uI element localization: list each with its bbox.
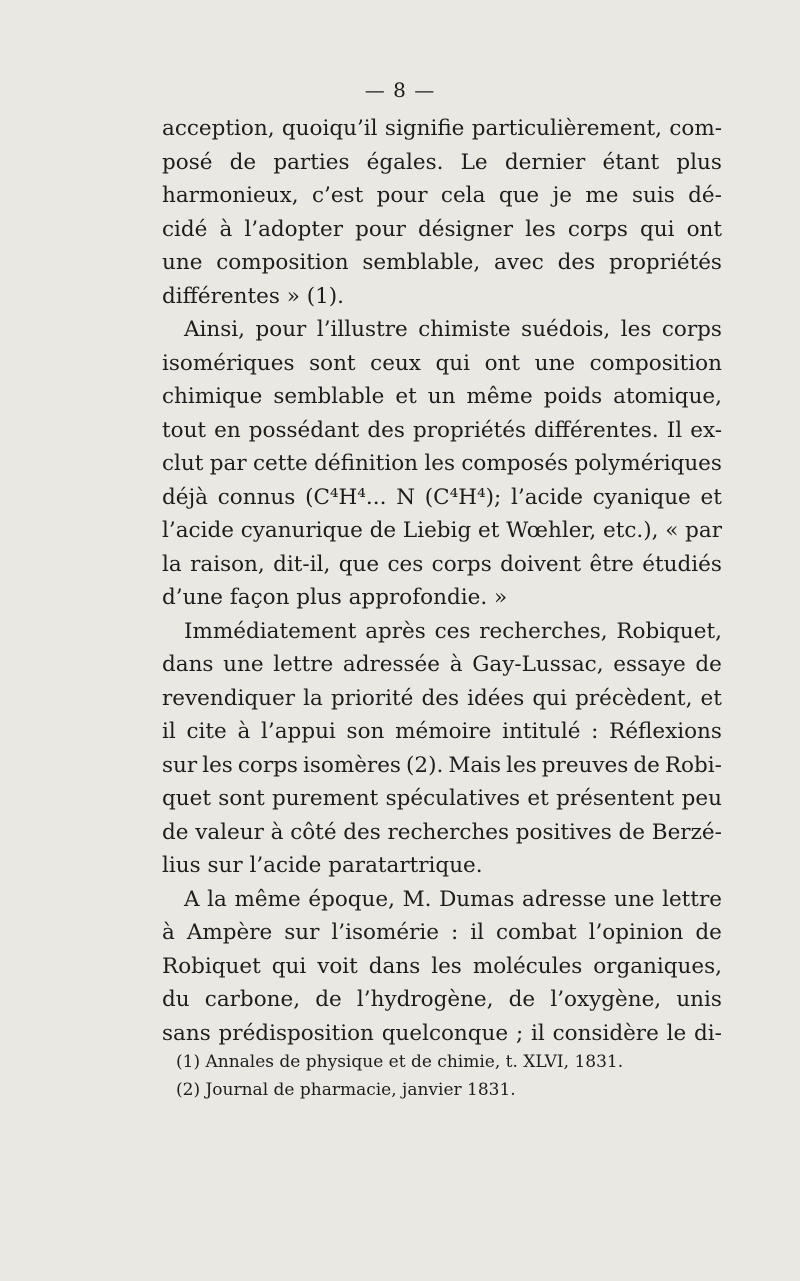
- word: une: [162, 250, 203, 275]
- word: de: [633, 752, 660, 778]
- word: corps: [661, 317, 722, 342]
- word: et: [527, 786, 549, 811]
- word: de: [618, 819, 646, 845]
- word: «: [665, 518, 679, 543]
- word: combat: [495, 920, 577, 945]
- word: :: [450, 920, 459, 945]
- word: ces: [434, 618, 471, 644]
- word: et: [700, 685, 722, 711]
- word: du: [162, 987, 190, 1012]
- word: di-: [694, 1020, 722, 1046]
- word: dernier: [504, 149, 586, 175]
- word: en: [214, 417, 241, 443]
- word: étudiés: [642, 551, 722, 577]
- word: harmonieux,: [162, 183, 299, 208]
- word: parties: [273, 149, 350, 175]
- word: cela: [440, 183, 486, 208]
- word: carbone,: [204, 987, 301, 1012]
- word: l’hydrogène,: [356, 987, 494, 1012]
- word: égales.: [366, 149, 444, 175]
- text-line: [162, 179, 722, 213]
- word: de: [229, 149, 257, 175]
- text-line: [162, 782, 722, 816]
- word: chimiste: [418, 317, 511, 342]
- word: de: [695, 652, 722, 677]
- word: (2).: [406, 752, 444, 778]
- word: cite: [186, 719, 227, 744]
- word: que: [498, 183, 540, 208]
- word: à: [219, 216, 233, 242]
- word: désigner: [418, 216, 514, 242]
- text-line: [162, 1017, 722, 1051]
- word: propriétés: [412, 417, 526, 443]
- word: etc.),: [602, 518, 659, 543]
- word: pour: [355, 216, 406, 242]
- word: de: [695, 920, 722, 945]
- word: sans: [162, 1020, 211, 1046]
- word: lettre: [662, 886, 722, 912]
- text-line: [162, 950, 722, 984]
- text-line: [162, 682, 722, 716]
- word: après: [365, 618, 426, 644]
- word: poids: [543, 384, 603, 409]
- word: l’acide: [162, 518, 234, 543]
- word: et: [477, 518, 500, 543]
- word: ces: [387, 551, 424, 577]
- word: plus: [676, 149, 722, 175]
- word: les: [202, 752, 233, 778]
- word: des: [367, 417, 405, 443]
- word: que: [338, 551, 380, 577]
- word: possédant: [248, 417, 360, 443]
- word: ont: [484, 350, 521, 376]
- word: de: [508, 987, 536, 1012]
- word: qui: [271, 953, 307, 979]
- word: composés: [461, 451, 569, 476]
- text-line: [162, 313, 722, 347]
- word: un: [427, 384, 456, 409]
- word: dit-il,: [273, 551, 331, 577]
- word: ex-: [690, 417, 722, 443]
- word: Il: [666, 417, 683, 443]
- word: suis: [631, 183, 675, 208]
- word: déjà: [162, 484, 208, 510]
- word: idées: [467, 685, 525, 711]
- word: corps: [431, 551, 492, 577]
- word: composition: [216, 250, 349, 275]
- text-line: [162, 816, 722, 850]
- text-line: [162, 146, 722, 180]
- word: l’isomérie: [331, 920, 439, 945]
- word: une: [614, 886, 655, 912]
- word: il: [162, 719, 176, 744]
- word: à: [270, 819, 284, 845]
- word: semblable,: [362, 250, 481, 275]
- word: signifie: [384, 116, 465, 141]
- word: précèdent,: [575, 685, 693, 711]
- word: dans: [162, 652, 214, 677]
- word: et: [700, 484, 722, 510]
- word: voit: [317, 953, 358, 979]
- word: même: [466, 384, 533, 409]
- word: des: [421, 685, 460, 711]
- word: :: [591, 719, 599, 744]
- word: molécules: [472, 953, 583, 979]
- text-line: [162, 883, 722, 917]
- word: posé: [162, 149, 213, 175]
- word: je: [552, 183, 572, 208]
- word: Ampère: [186, 920, 273, 945]
- word: quoiqu’il: [281, 116, 378, 141]
- word: ceux: [370, 350, 421, 376]
- word: cette: [252, 451, 308, 476]
- word: il: [531, 1020, 545, 1046]
- text-line: d’une façon plus approfondie. »: [162, 585, 508, 610]
- text-line: [162, 648, 722, 682]
- word: spéculatives: [385, 786, 521, 811]
- word: l’appui: [261, 719, 336, 744]
- word: définition: [314, 451, 418, 476]
- text-line: [162, 615, 722, 649]
- text-line: [162, 715, 722, 749]
- word: pour: [376, 183, 428, 208]
- text-line: différentes » (1).: [162, 283, 344, 309]
- word: corps: [237, 752, 298, 778]
- word: revendiquer: [162, 685, 295, 711]
- word: com-: [669, 116, 722, 141]
- word: à: [162, 920, 175, 945]
- word: étant: [602, 149, 660, 175]
- word: les: [620, 317, 652, 342]
- text-line: [162, 347, 722, 381]
- word: Le: [460, 149, 488, 175]
- word: une: [223, 652, 264, 677]
- word: atomique,: [613, 384, 722, 409]
- word: tout: [162, 417, 207, 443]
- word: connus: [217, 484, 296, 510]
- word: recherches,: [479, 618, 608, 644]
- word: la: [303, 685, 323, 711]
- word: A: [184, 886, 200, 912]
- word: ont: [686, 216, 722, 242]
- word: M.: [402, 886, 432, 912]
- footnote: (2) Journal de pharmacie, janvier 1831.: [176, 1080, 516, 1100]
- text-line: [162, 112, 722, 146]
- word: sur: [284, 920, 320, 945]
- word: mémoire: [395, 719, 492, 744]
- word: de: [369, 518, 397, 543]
- word: cyanurique: [240, 518, 363, 543]
- word: qui: [435, 350, 470, 376]
- word: sont: [218, 786, 265, 811]
- word: considère: [552, 1020, 659, 1046]
- text-line: [162, 213, 722, 247]
- word: c’est: [311, 183, 364, 208]
- word: Robi-: [664, 752, 722, 778]
- word: purement: [272, 786, 379, 811]
- word: semblable: [273, 384, 385, 409]
- text-line: [162, 983, 722, 1017]
- word: adresse: [522, 886, 607, 912]
- word: Dumas: [439, 886, 515, 912]
- word: propriétés: [608, 250, 722, 275]
- word: des: [343, 819, 381, 845]
- word: une: [534, 350, 576, 376]
- text-line: [162, 447, 722, 481]
- word: corps: [567, 216, 628, 242]
- word: isomères: [302, 752, 401, 778]
- word: organiques,: [593, 953, 722, 979]
- word: unis: [676, 987, 722, 1012]
- word: l’opinion: [588, 920, 684, 945]
- word: suédois,: [521, 317, 611, 342]
- word: (C⁴H⁴);: [424, 484, 502, 510]
- word: N: [396, 484, 415, 510]
- word: (C⁴H⁴...: [305, 484, 387, 510]
- word: qui: [532, 685, 567, 711]
- word: valeur: [195, 819, 264, 845]
- word: côté: [290, 819, 337, 845]
- footnote: (1) Annales de physique et de chimie, t. XLVI, 1831.: [176, 1052, 624, 1072]
- word: de: [315, 987, 342, 1012]
- word: Gay-Lussac,: [472, 652, 604, 677]
- word: même: [234, 886, 301, 912]
- word: intitulé: [502, 719, 581, 744]
- word: peu: [681, 786, 722, 811]
- word: l’illustre: [316, 317, 408, 342]
- word: Mais: [448, 752, 502, 778]
- word: acception,: [162, 116, 275, 141]
- word: ;: [515, 1020, 524, 1046]
- word: raison,: [190, 551, 265, 577]
- word: Immédiatement: [184, 618, 357, 644]
- word: chimique: [162, 384, 263, 409]
- word: par: [209, 451, 247, 476]
- word: recherches: [387, 819, 510, 845]
- word: l’oxygène,: [550, 987, 662, 1012]
- word: polymériques: [574, 451, 722, 476]
- word: Berzé-: [651, 819, 722, 845]
- word: il: [470, 920, 484, 945]
- word: dé-: [688, 183, 722, 208]
- text-line: [162, 380, 722, 414]
- word: les: [424, 451, 455, 476]
- word: cidé: [162, 216, 208, 242]
- word: quet: [162, 786, 211, 811]
- word: des: [557, 250, 596, 275]
- text-line: lius sur l’acide paratartrique.: [162, 853, 483, 878]
- word: son: [346, 719, 385, 744]
- word: sur: [162, 752, 198, 778]
- word: isomériques: [162, 350, 295, 376]
- word: et: [395, 384, 417, 409]
- word: les: [506, 752, 537, 778]
- word: époque,: [308, 886, 395, 912]
- word: particulièrement,: [471, 116, 662, 141]
- text-line: [162, 749, 722, 783]
- word: me: [585, 183, 619, 208]
- footnotes: [176, 1048, 623, 1104]
- word: preuves: [541, 752, 629, 778]
- word: Robiquet: [162, 953, 261, 979]
- word: composition: [589, 350, 722, 376]
- word: différentes.: [534, 417, 659, 443]
- page-number: — 8 —: [364, 78, 436, 102]
- word: les: [431, 953, 462, 979]
- word: Liebig: [402, 518, 472, 543]
- word: à: [449, 652, 463, 677]
- word: Réflexions: [609, 719, 722, 744]
- word: Robiquet,: [616, 618, 722, 644]
- word: la: [162, 551, 182, 577]
- word: le: [666, 1020, 687, 1046]
- word: avec: [494, 250, 544, 275]
- word: Ainsi,: [184, 317, 245, 342]
- text-line: [162, 916, 722, 950]
- text-line: [162, 481, 722, 515]
- word: par: [685, 518, 722, 543]
- word: prédisposition: [218, 1020, 374, 1046]
- word: être: [589, 551, 634, 577]
- word: essaye: [613, 652, 686, 677]
- text-line: [162, 548, 722, 582]
- text-line: [162, 246, 722, 280]
- word: priorité: [330, 685, 414, 711]
- word: à: [237, 719, 251, 744]
- word: la: [207, 886, 227, 912]
- word: sont: [309, 350, 356, 376]
- text-line: [162, 514, 722, 548]
- word: doivent: [500, 551, 582, 577]
- word: de: [162, 819, 189, 845]
- word: l’acide: [511, 484, 583, 510]
- word: quelconque: [381, 1020, 509, 1046]
- word: adressée: [342, 652, 440, 677]
- word: clut: [162, 451, 204, 476]
- word: Wœhler,: [506, 518, 597, 543]
- body-text: [162, 112, 722, 1050]
- word: lettre: [273, 652, 334, 677]
- word: présentent: [556, 786, 675, 811]
- word: qui: [639, 216, 675, 242]
- word: les: [525, 216, 556, 242]
- word: dans: [368, 953, 421, 979]
- text-line: [162, 414, 722, 448]
- word: positives: [515, 819, 612, 845]
- word: pour: [255, 317, 307, 342]
- word: l’adopter: [244, 216, 344, 242]
- word: cyanique: [592, 484, 691, 510]
